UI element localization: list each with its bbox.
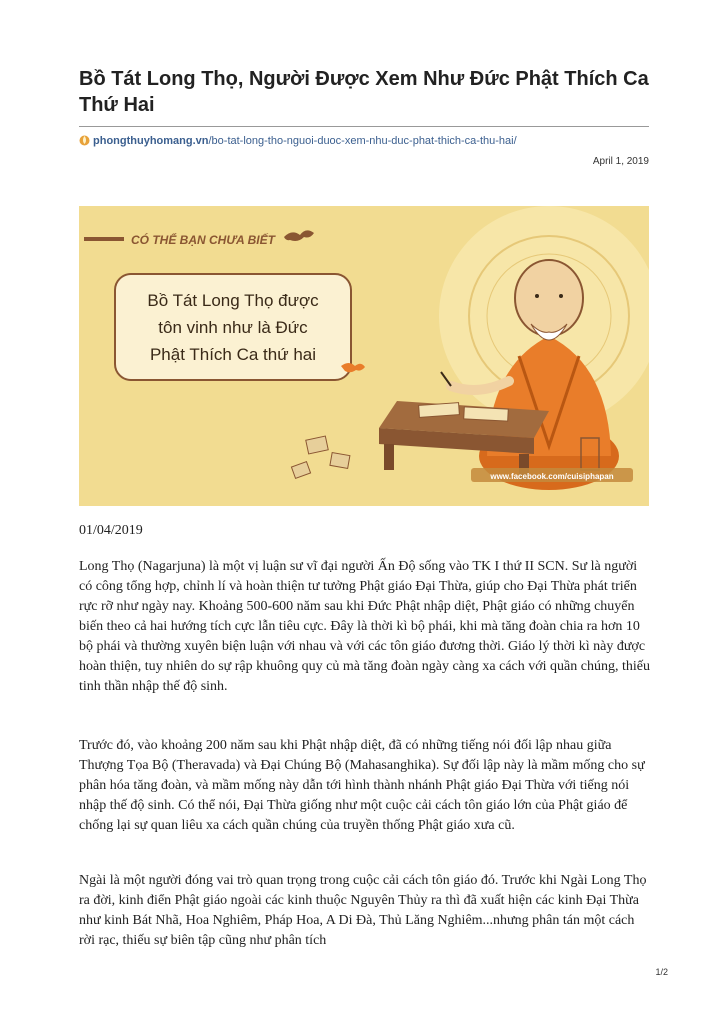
- source-path-link[interactable]: /bo-tat-long-tho-nguoi-duoc-xem-nhu-duc-phat-thich-ca-thu-hai/: [208, 135, 517, 147]
- hero-caption-line-2: tôn vinh như là Đức: [158, 318, 308, 337]
- content-date: 01/04/2019: [79, 523, 143, 538]
- hero-image: [79, 206, 649, 506]
- site-favicon-icon: [79, 134, 90, 146]
- banner-line-left: [84, 237, 124, 241]
- publish-date: April 1, 2019: [592, 156, 649, 167]
- paragraph-2: Trước đó, vào khoảng 200 năm sau khi Phật nhập diệt, đã có những tiếng nói đối lập nhau giữa Thượng Tọa Bộ (Theravada) và Đại Chúng Bộ (Mahasanghika). Sự đối lập này là mầm mống cho sự phân hóa tăng đoàn, và mầm mống này dẫn tới hình thành nhánh Phật giáo Đại Thừa với tiếng nói nhập thế độ sinh. Có thể nói, Đại Thừa giống như một cuộc cải cách tôn giáo lớn của Phật giáo để chống lại sự quan liêu xa cách quần chúng của truyền thống Phật giáo xưa cũ.: [79, 738, 645, 833]
- article-title: Bồ Tát Long Thọ, Người Được Xem Như Đức Phật Thích Ca Thứ Hai: [79, 68, 649, 116]
- hero-watermark: www.facebook.com/cuisiphapan: [490, 472, 614, 481]
- title-divider: [79, 126, 649, 127]
- source-domain-link[interactable]: phongthuyhomang.vn: [93, 135, 209, 147]
- paragraph-1: Long Thọ (Nagarjuna) là một vị luận sư vĩ đại người Ấn Độ sống vào TK I thứ II SCN. Sư là người có công tổng hợp, chỉnh lí và hoàn thiện tư tưởng Phật giáo Đại Thừa, giúp cho Đại Thừa phát triển rực rỡ như ngày nay. Khoảng 500-600 năm sau khi Đức Phật nhập diệt, Phật giáo có những chuyển biến theo cả hai hướng tích cực lẫn tiêu cực. Đây là thời kì bộ phái, khi mà tăng đoàn chia ra hơn 10 bộ phái và thường xuyên biện luận với nhau và với các tôn giáo đương thời. Giáo lý thời kì này được hoàn thiện, tuy nhiên do sự rập khuông quy củ mà tăng đoàn ngày càng xa cách với quần chúng, thiếu tinh thần nhập thế độ sinh.: [79, 559, 650, 694]
- page-number: 1/2: [655, 967, 668, 977]
- hero-banner-text: CÓ THỂ BẠN CHƯA BIẾT: [131, 233, 275, 247]
- hero-caption-line-1: Bồ Tát Long Thọ được: [147, 291, 319, 310]
- source-line: [79, 133, 649, 149]
- paragraph-3: Ngài là một người đóng vai trò quan trọng trong cuộc cải cách tôn giáo đó. Trước khi Ngài Long Thọ ra đời, kinh điển Phật giáo ngoài các kinh thuộc Nguyên Thủy ra thì đã xuất hiện các kinh Đại Thừa như kinh Bát Nhã, Hoa Nghiêm, Pháp Hoa, A Di Đà, Thủ Lăng Nghiêm...nhưng phân tán một cách rời rạc, thiếu sự biên tập cũng như phân tích: [79, 873, 647, 948]
- hero-caption-line-3: Phật Thích Ca thứ hai: [149, 345, 317, 364]
